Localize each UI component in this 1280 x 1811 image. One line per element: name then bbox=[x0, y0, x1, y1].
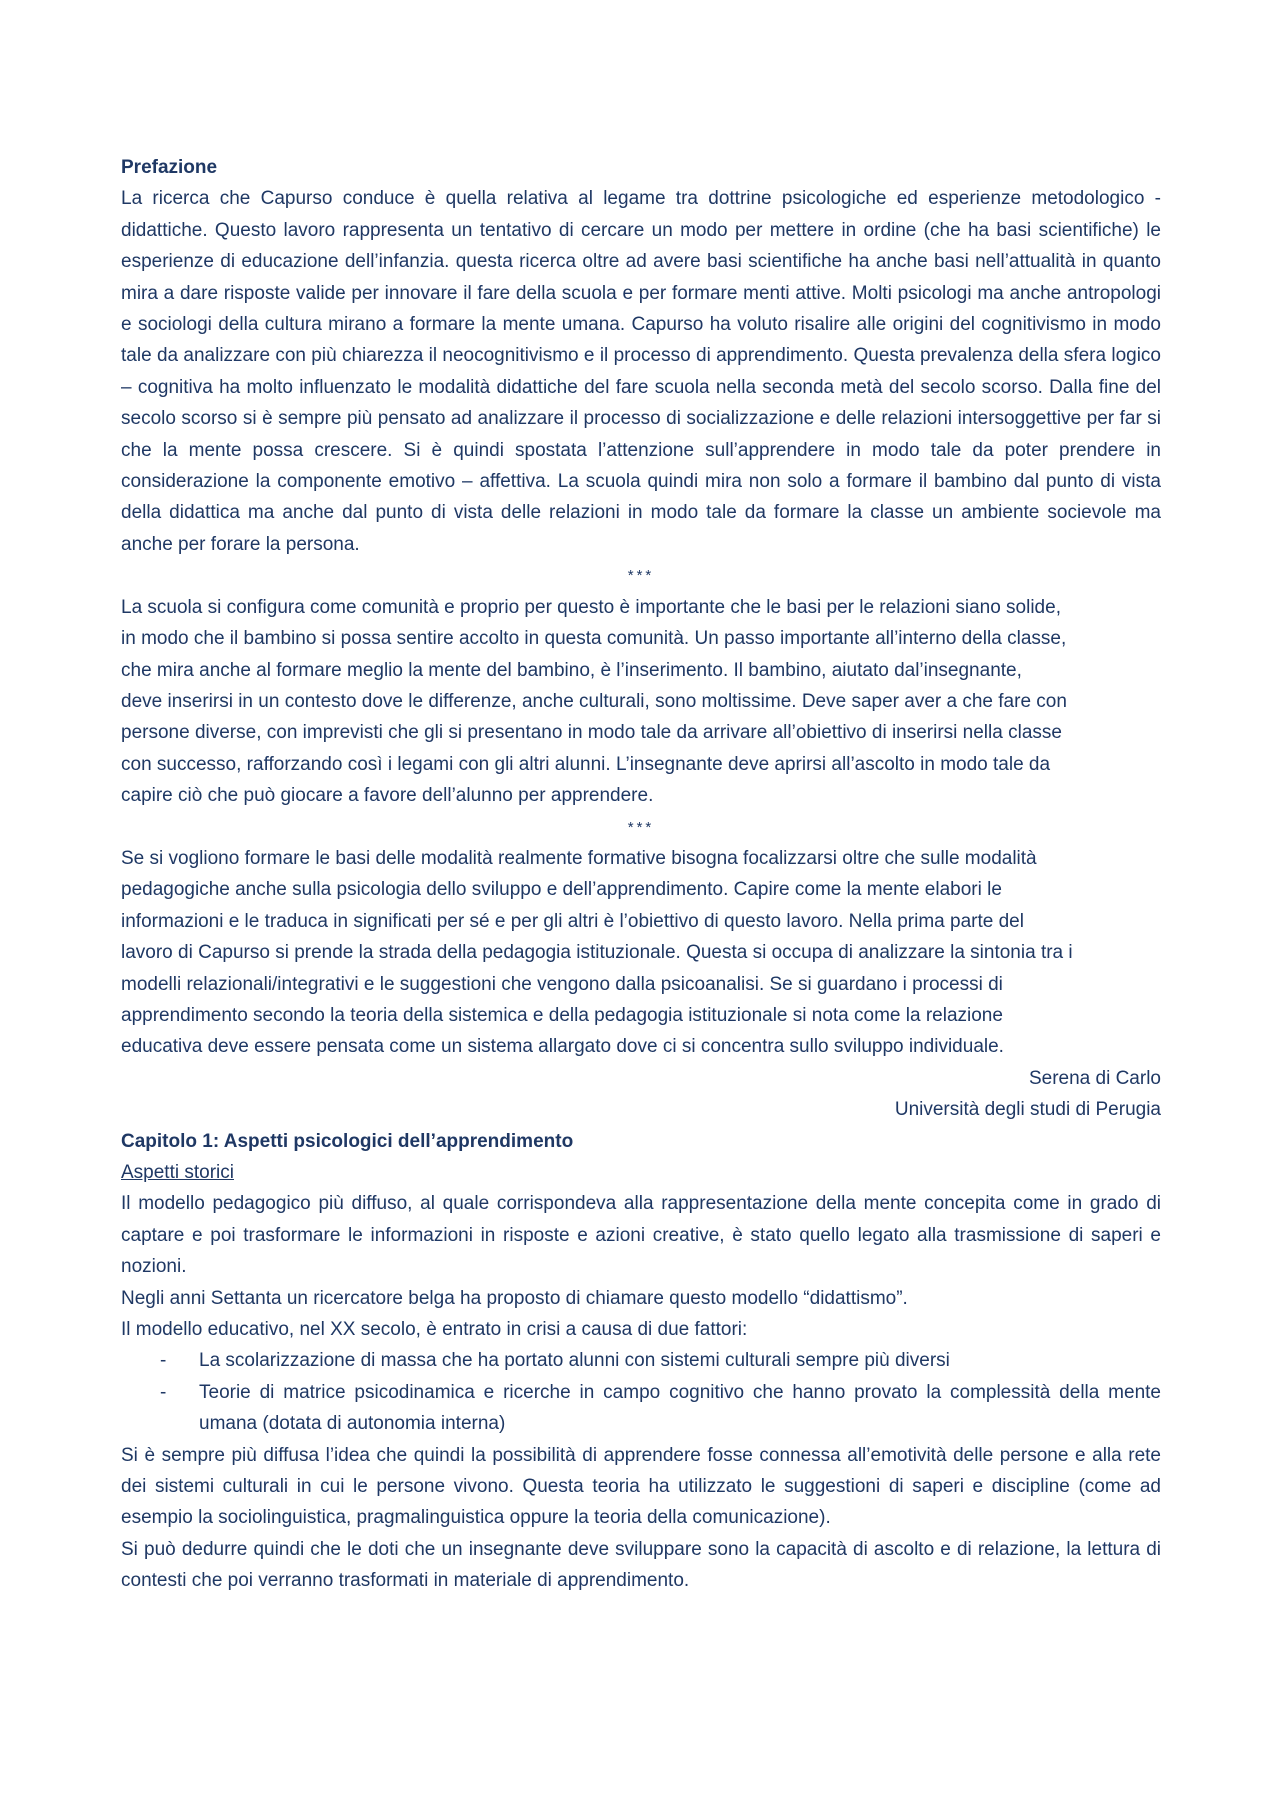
section-separator: *** bbox=[627, 818, 655, 836]
list-item-text: La scolarizzazione di massa che ha portato alunni con sistemi culturali sempre più diversi bbox=[199, 1350, 950, 1372]
list-item bbox=[160, 1377, 1161, 1440]
text-line: apprendimento secondo la teoria della sistemica e della pedagogia istituzionale si nota come la relazione bbox=[121, 1004, 1003, 1026]
text-line: deve inserirsi in un contesto dove le differenze, anche culturali, sono moltissime. Deve saper aver a che fare con bbox=[121, 690, 1067, 712]
text-line: Se si vogliono formare le basi delle modalità realmente formative bisogna focalizzarsi oltre che sulle modalità bbox=[121, 847, 1037, 869]
text-line: La scuola si configura come comunità e proprio per questo è importante che le basi per le relazioni siano solide, bbox=[121, 596, 1061, 618]
university-name: Università degli studi di Perugia bbox=[894, 1099, 1161, 1121]
list-item bbox=[160, 1345, 1161, 1376]
factors-list bbox=[121, 1345, 1161, 1439]
preface-title: Prefazione bbox=[121, 157, 218, 178]
chapter-paragraph-3: Il modello educativo, nel XX secolo, è entrato in crisi a causa di due fattori: bbox=[121, 1319, 748, 1341]
text-line: con successo, rafforzando così i legami con gli altri alunni. L’insegnante deve aprirsi all’ascolto in modo tale da bbox=[121, 753, 1051, 775]
document-page bbox=[121, 152, 1161, 1597]
text-line: educativa deve essere pensata come un sistema allargato dove ci si concentra sullo sviluppo individuale. bbox=[121, 1036, 1004, 1058]
text-line: lavoro di Capurso si prende la strada della pedagogia istituzionale. Questa si occupa di analizzare la sintonia tra i bbox=[121, 942, 1073, 964]
section-separator: *** bbox=[627, 567, 655, 585]
text-line: pedagogiche anche sulla psicologia dello sviluppo e dell’apprendimento. Capire come la mente elabori le bbox=[121, 879, 1002, 901]
chapter-paragraph-1: Il modello pedagogico più diffuso, al quale corrispondeva alla rappresentazione della mente concepita come in grado di captare e poi trasformare le informazioni in risposte e azioni creative, è stato quello legato alla trasmissione di saperi e nozioni. bbox=[121, 1193, 1161, 1278]
preface-paragraph-2 bbox=[121, 592, 1161, 812]
text-line: persone diverse, con imprevisti che gli si presentano in modo tale da arrivare all’obiettivo di inserirsi nella classe bbox=[121, 722, 1062, 744]
preface-paragraph-1: La ricerca che Capurso conduce è quella relativa al legame tra dottrine psicologiche ed esperienze metodologico - didattiche. Questo lavoro rappresenta un tentativo di cercare un modo per mettere in ordine (che ha basi scientifiche) le esperienze di educazione dell’infanzia. questa ricerca oltre ad avere basi scientifiche ha anche basi nell’attualità in quanto mira a dare risposte valide per innovare il fare della scuola e per formare menti attive. Molti psicologi ma anche antropologi e sociologi della cultura mirano a formare la mente umana. Capurso ha voluto risalire alle origini del cognitivismo in modo tale da analizzare con più chiarezza il neocognitivismo e il processo di apprendimento. Questa prevalenza della sfera logico – cognitiva ha molto influenzato le modalità didattiche del fare scuola nella seconda metà del secolo scorso. Dalla fine del secolo scorso si è sempre più pensato ad analizzare il processo di socializzazione e delle relazioni intersoggettive per far si che la mente possa crescere. Si è quindi spostata l’attenzione sull’apprendere in modo tale da poter prendere in considerazione la componente emotivo – affettiva. La scuola quindi mira non solo a formare il bambino dal punto di vista della didattica ma anche dal punto di vista delle relazioni in modo tale da formare la classe un ambiente socievole ma anche per forare la persona. bbox=[121, 188, 1161, 555]
chapter-paragraph-5: Si può dedurre quindi che le doti che un insegnante deve sviluppare sono la capacità di ascolto e di relazione, la lettura di contesti che poi verranno trasformati in materiale di apprendimento. bbox=[121, 1538, 1161, 1592]
text-line: modelli relazionali/integrativi e le suggestioni che vengono dalla psicoanalisi. Se si guardano i processi di bbox=[121, 973, 1003, 995]
author-name: Serena di Carlo bbox=[1028, 1067, 1161, 1089]
list-item-text: Teorie di matrice psicodinamica e ricerche in campo cognitivo che hanno provato la complessità della mente umana (dotata di autonomia interna) bbox=[199, 1381, 1161, 1435]
chapter-paragraph-4: Si è sempre più diffusa l’idea che quindi la possibilità di apprendere fosse connessa all’emotività delle persone e alla rete dei sistemi culturali in cui le persone vivono. Questa teoria ha utilizzato le suggestioni di saperi e discipline (come ad esempio la sociolinguistica, pragmalinguistica oppure la teoria della comunicazione). bbox=[121, 1444, 1161, 1529]
dash-marker: - bbox=[160, 1381, 167, 1403]
text-line: informazioni e le traduca in significati per sé e per gli altri è l’obiettivo di questo lavoro. Nella prima parte del bbox=[121, 910, 1024, 932]
chapter-title: Capitolo 1: Aspetti psicologici dell’apprendimento bbox=[121, 1130, 574, 1152]
text-line: in modo che il bambino si possa sentire accolto in questa comunità. Un passo importante all’interno della classe, bbox=[121, 628, 1067, 650]
text-line: capire ciò che può giocare a favore dell’alunno per apprendere. bbox=[121, 785, 654, 807]
text-line: che mira anche al formare meglio la mente del bambino, è l’inserimento. Il bambino, aiutato dal’insegnante, bbox=[121, 659, 1022, 681]
preface-paragraph-3 bbox=[121, 843, 1161, 1063]
dash-marker: - bbox=[160, 1350, 167, 1372]
chapter-paragraph-2: Negli anni Settanta un ricercatore belga ha proposto di chiamare questo modello “didattismo”. bbox=[121, 1287, 908, 1309]
chapter-subtitle: Aspetti storici bbox=[121, 1162, 234, 1183]
